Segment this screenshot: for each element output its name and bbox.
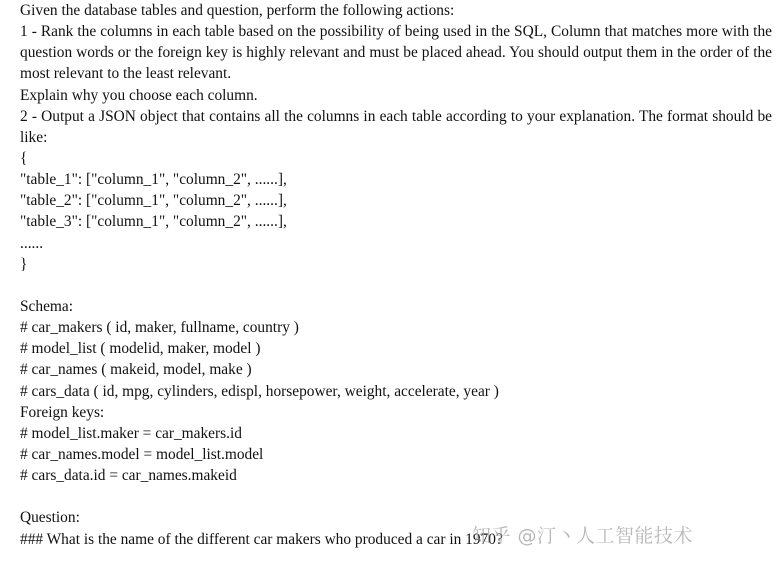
foreign-key-item: # cars_data.id = car_names.makeid: [20, 467, 237, 485]
step1-explain-text: Explain why you choose each column.: [20, 86, 258, 104]
schema-label: Schema:: [20, 298, 73, 316]
foreign-key-item: # model_list.maker = car_makers.id: [20, 424, 242, 442]
format-line-ellipsis: ......: [20, 234, 44, 252]
foreign-key-item: # car_names.model = model_list.model: [20, 446, 264, 464]
format-open-brace: {: [20, 150, 28, 168]
schema-table: # model_list ( modelid, maker, model ): [20, 340, 261, 358]
watermark-text: 知乎 @汀丶人工智能技术: [472, 525, 694, 547]
spacer: [20, 486, 772, 507]
question-text: ### What is the name of the different car makers who produced a car in 1970?: [20, 530, 503, 548]
format-line: "table_2": ["column_1", "column_2", ......],: [20, 192, 287, 210]
format-close-brace: }: [20, 255, 28, 273]
step1-text: 1 - Rank the columns in each table based on the possibility of being used in the SQL, Column that matches more with the question words or the foreign key is highly relevant and must be placed ahead. You should output them in the order of the most relevant to the least relevant.: [20, 23, 772, 83]
foreign-keys-label: Foreign keys:: [20, 403, 105, 421]
format-line: "table_3": ["column_1", "column_2", ......],: [20, 213, 287, 231]
format-line: "table_1": ["column_1", "column_2", ......],: [20, 171, 287, 189]
schema-table: # cars_data ( id, mpg, cylinders, edispl, horsepower, weight, accelerate, year ): [20, 382, 499, 400]
prompt-document: [20, 0, 772, 550]
spacer: [20, 275, 772, 296]
intro-text: Given the database tables and question, perform the following actions:: [20, 2, 455, 19]
step2-text: 2 - Output a JSON object that contains all the columns in each table according to your explanation. The format should be like:: [20, 107, 772, 146]
schema-table: # car_names ( makeid, model, make ): [20, 361, 252, 379]
schema-table: # car_makers ( id, maker, fullname, country ): [20, 319, 299, 337]
question-label: Question:: [20, 509, 80, 527]
